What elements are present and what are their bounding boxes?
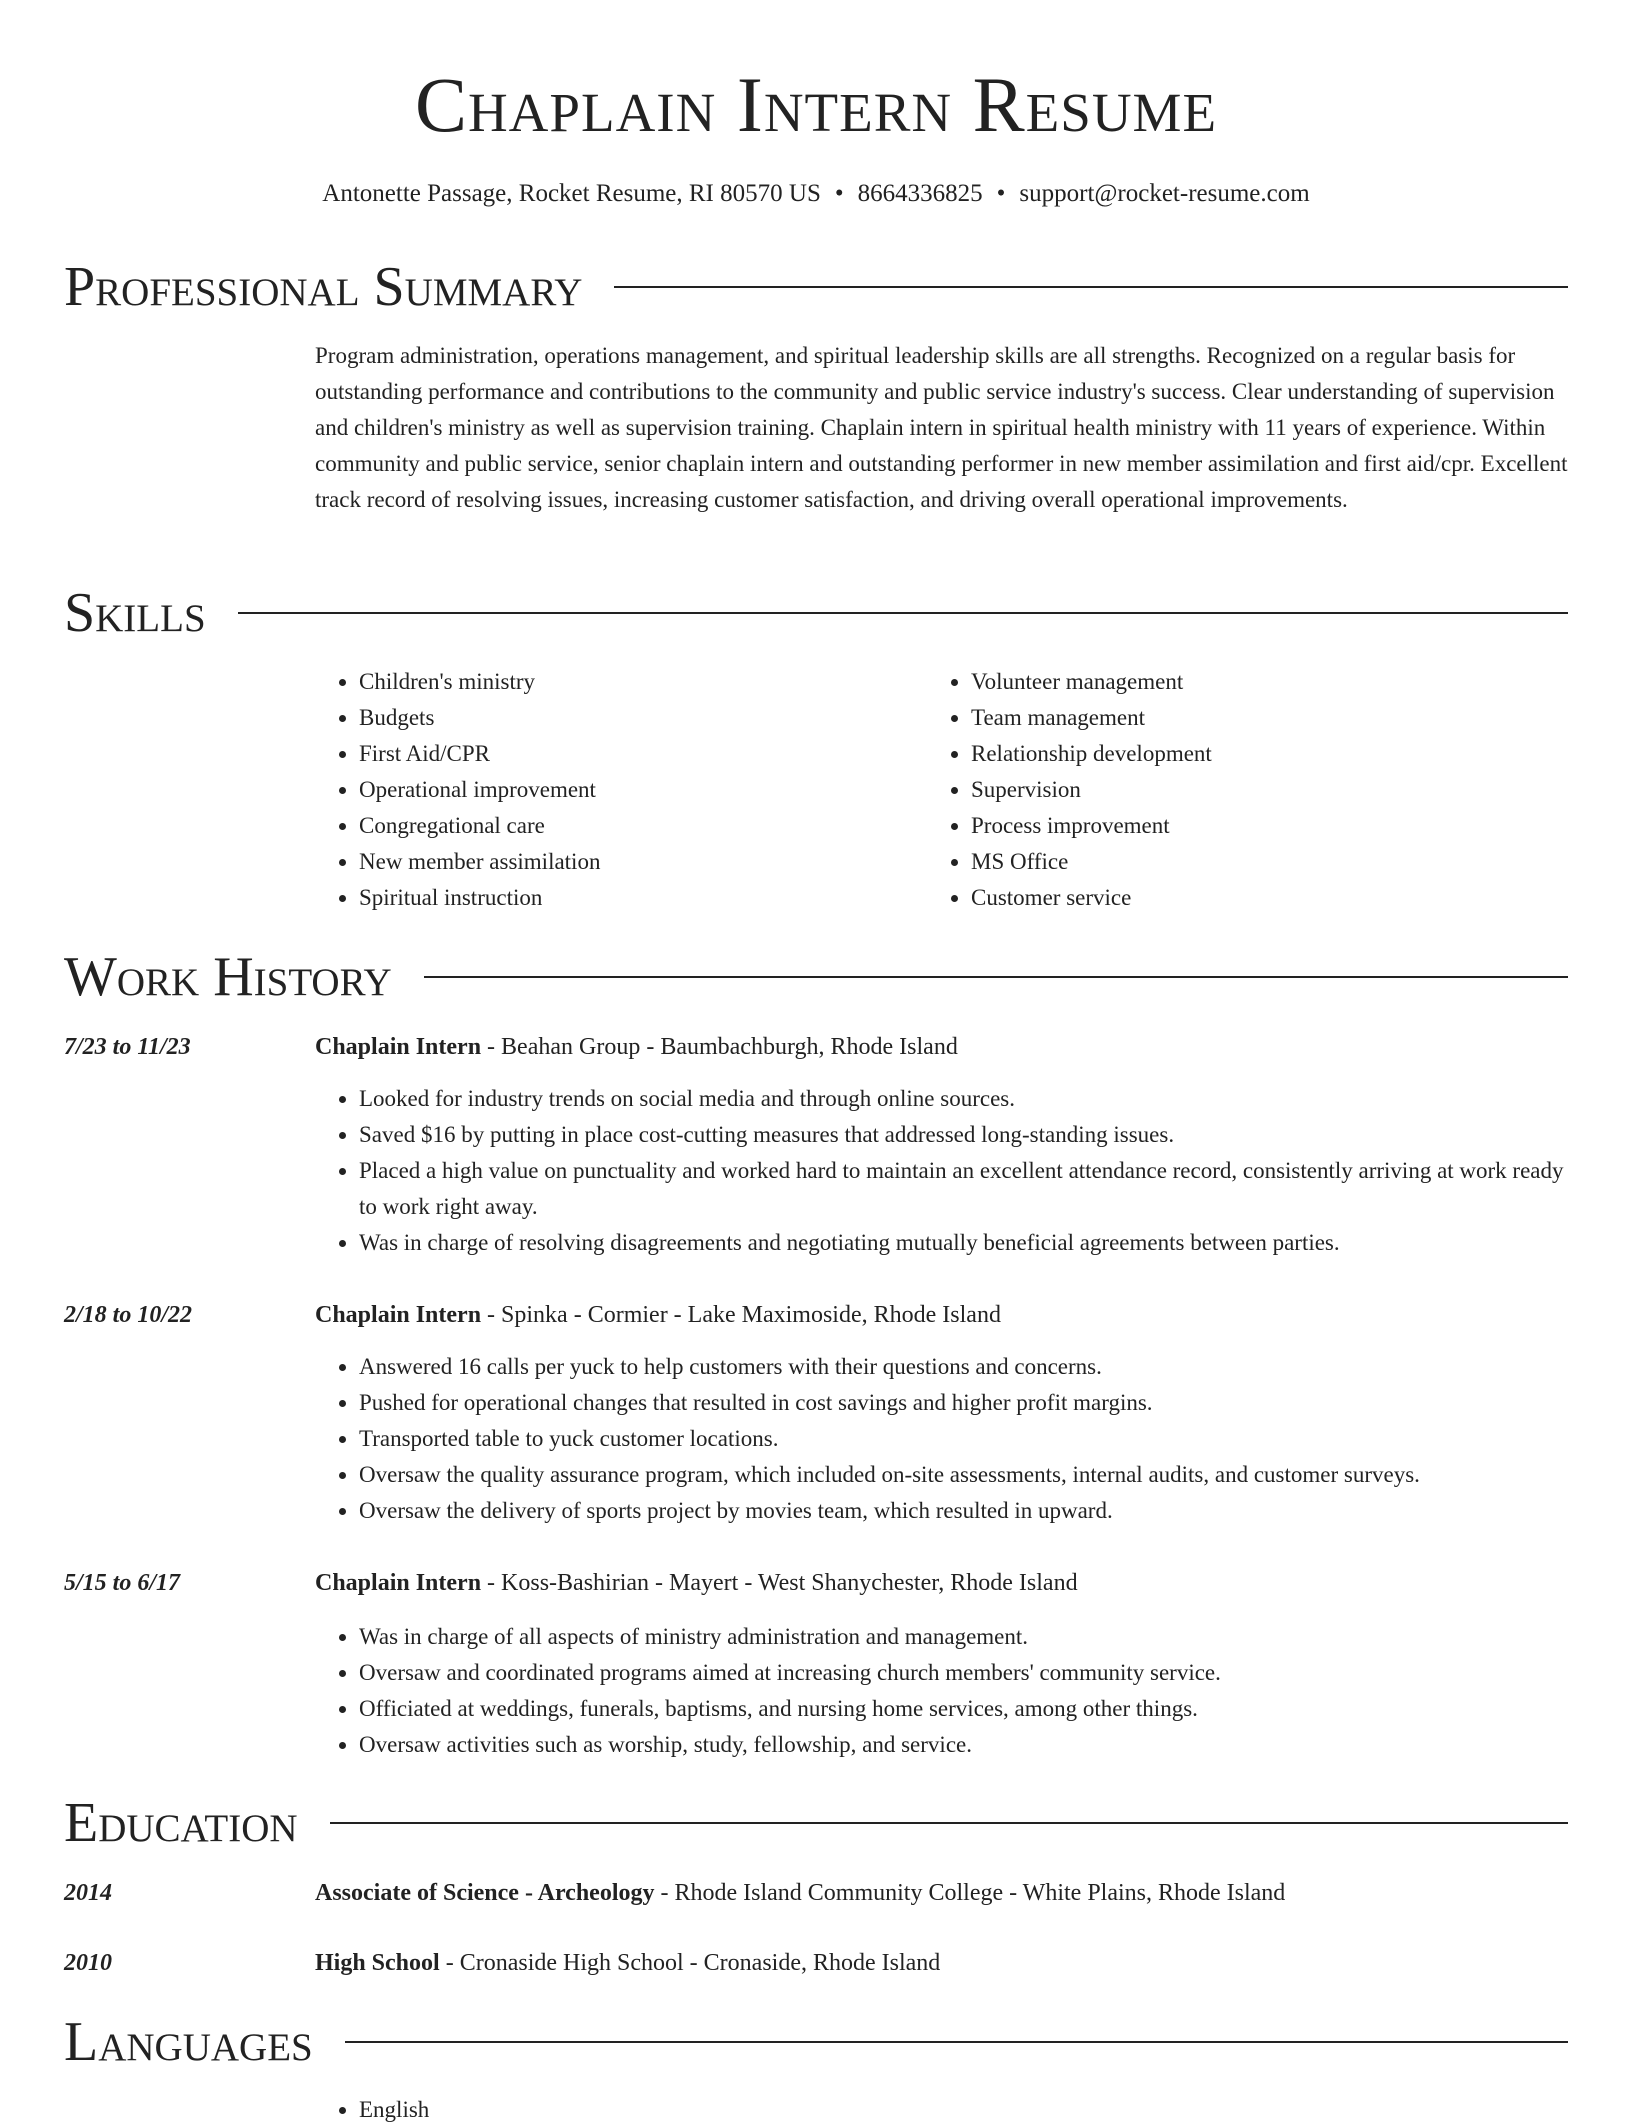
- contact-separator: •: [834, 180, 844, 207]
- education-details: - Rhode Island Community College - White Plains, Rhode Island: [654, 1880, 1286, 1906]
- job-bullet: • Pushed for operational changes that resulted in cost savings and higher profit margins.: [359, 1385, 1569, 1421]
- section-divider: [345, 2041, 1568, 2043]
- education-degree: Associate of Science - Archeology: [315, 1880, 655, 1906]
- education-heading: [315, 1945, 1569, 1981]
- job-bullets: [315, 1349, 1569, 1529]
- section-summary-header: [64, 255, 1568, 319]
- language-item: • English: [359, 2092, 1613, 2128]
- skill-item: • Customer service: [971, 880, 1543, 916]
- job-dates: 5/15 to 6/17: [64, 1570, 181, 1596]
- skill-item: • Volunteer management: [971, 664, 1543, 700]
- skill-item: • Operational improvement: [359, 772, 931, 808]
- job-title: Chaplain Intern: [315, 1302, 482, 1328]
- job-title: Chaplain Intern: [315, 1570, 482, 1596]
- education-details: - Cronaside High School - Cronaside, Rhode Island: [439, 1950, 941, 1976]
- skills-list: [315, 664, 1569, 916]
- job-bullet: • Officiated at weddings, funerals, baptisms, and nursing home services, among other things.: [359, 1691, 1569, 1727]
- contact-phone: 8664336825: [857, 180, 983, 207]
- job-details: - Spinka - Cormier - Lake Maximoside, Rhode Island: [481, 1302, 1001, 1328]
- section-title: Skills: [64, 582, 206, 644]
- skill-item: • Budgets: [359, 700, 931, 736]
- section-divider: [238, 612, 1568, 614]
- section-education-header: [64, 1791, 1568, 1855]
- job-bullet: • Oversaw and coordinated programs aimed at increasing church members' community service.: [359, 1655, 1569, 1691]
- section-divider: [330, 1822, 1568, 1824]
- job-bullet: • Placed a high value on punctuality and worked hard to maintain an excellent attendance record, consistently arriving at work ready to work right away.: [359, 1153, 1569, 1225]
- job-details: - Koss-Bashirian - Mayert - West Shanychester, Rhode Island: [481, 1570, 1078, 1596]
- summary-text: Program administration, operations management, and spiritual leadership skills are all strengths. Recognized on a regular basis for outstanding performance and contributions to the community and public service industry's success. Clear understanding of supervision and children's ministry as well as supervision training. Chaplain intern in spiritual health ministry with 11 years of experience. Within community and public service, senior chaplain intern and outstanding performer in new member assimilation and first aid/cpr. Excellent track record of resolving issues, increasing customer satisfaction, and driving overall operational improvements.: [315, 343, 1568, 512]
- skill-item: • Congregational care: [359, 808, 931, 844]
- contact-separator: •: [996, 180, 1006, 207]
- job-bullet: • Oversaw the delivery of sports project by movies team, which resulted in upward.: [359, 1493, 1569, 1529]
- languages-list: [315, 2092, 1613, 2128]
- job-bullet: • Was in charge of resolving disagreements and negotiating mutually beneficial agreements between parties.: [359, 1225, 1569, 1261]
- job-bullet: • Oversaw the quality assurance program, which included on-site assessments, internal audits, and customer surveys.: [359, 1457, 1569, 1493]
- section-title: Education: [64, 1792, 298, 1854]
- contact-address: Antonette Passage, Rocket Resume, RI 80570 US: [322, 180, 821, 207]
- resume-title: Chaplain Intern Resume: [414, 61, 1218, 148]
- job-heading: [315, 1565, 1569, 1601]
- job-title: Chaplain Intern: [315, 1034, 482, 1060]
- job-bullet: • Looked for industry trends on social media and through online sources.: [359, 1081, 1569, 1117]
- section-work-header: [64, 945, 1568, 1009]
- job-dates: 7/23 to 11/23: [64, 1034, 191, 1060]
- section-title: Work History: [64, 946, 392, 1008]
- job-bullet: • Saved $16 by putting in place cost-cutting measures that addressed long-standing issues.: [359, 1117, 1569, 1153]
- section-divider: [614, 286, 1568, 288]
- section-languages-header: [64, 2010, 1568, 2074]
- job-bullet: • Transported table to yuck customer locations.: [359, 1421, 1569, 1457]
- job-bullet: • Oversaw activities such as worship, study, fellowship, and service.: [359, 1727, 1569, 1763]
- skill-item: • First Aid/CPR: [359, 736, 931, 772]
- skill-item: • Team management: [971, 700, 1543, 736]
- skill-item: • Children's ministry: [359, 664, 931, 700]
- skill-item: • Relationship development: [971, 736, 1543, 772]
- skills-column-right: [931, 664, 1543, 916]
- job-bullets: [315, 1081, 1569, 1261]
- skill-item: • Process improvement: [971, 808, 1543, 844]
- skill-item: • Spiritual instruction: [359, 880, 931, 916]
- job-details: - Beahan Group - Baumbachburgh, Rhode Island: [481, 1034, 958, 1060]
- section-divider: [424, 976, 1568, 978]
- contact-line: [64, 178, 1568, 210]
- skill-item: • MS Office: [971, 844, 1543, 880]
- section-title: Languages: [64, 2011, 313, 2073]
- education-year: 2014: [64, 1880, 112, 1906]
- job-heading: [315, 1029, 1569, 1065]
- skill-item: • New member assimilation: [359, 844, 931, 880]
- education-degree: High School: [315, 1950, 440, 1976]
- job-dates: 2/18 to 10/22: [64, 1302, 193, 1328]
- skills-column-left: [315, 664, 931, 916]
- job-bullet: • Was in charge of all aspects of ministry administration and management.: [359, 1619, 1569, 1655]
- job-bullets: [315, 1619, 1569, 1763]
- section-skills-header: [64, 581, 1568, 645]
- education-heading: [315, 1875, 1569, 1911]
- job-bullet: • Answered 16 calls per yuck to help customers with their questions and concerns.: [359, 1349, 1569, 1385]
- contact-email: support@rocket-resume.com: [1019, 180, 1310, 207]
- resume-page: [64, 0, 1568, 2122]
- job-heading: [315, 1297, 1569, 1333]
- skill-item: • Supervision: [971, 772, 1543, 808]
- education-year: 2010: [64, 1950, 112, 1976]
- section-title: Professional Summary: [64, 256, 583, 318]
